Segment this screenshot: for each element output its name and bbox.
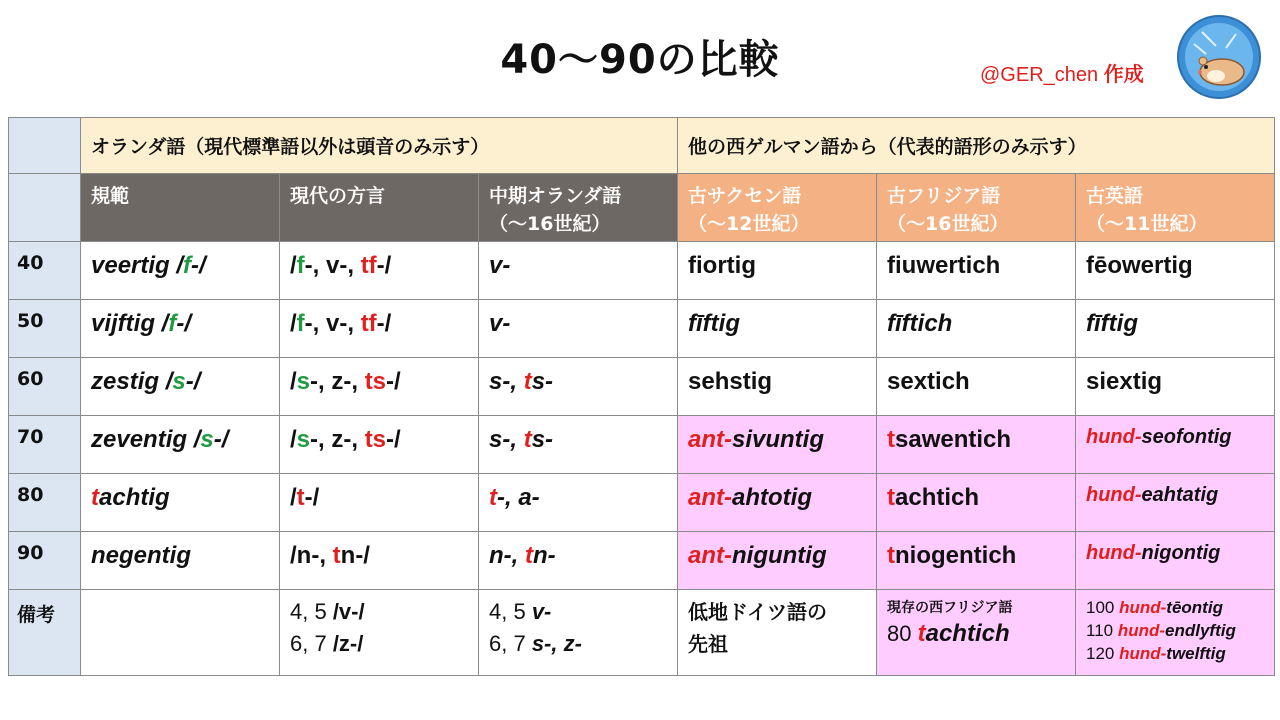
old-saxon-cell: sehstig xyxy=(678,358,877,416)
onset-green: f xyxy=(296,252,305,279)
column-header-row xyxy=(9,174,1275,242)
header-old-english-period: （～11世紀） xyxy=(1086,213,1208,235)
note-num: 110 xyxy=(1086,621,1118,640)
middle-dutch-cell xyxy=(479,416,678,474)
prefix-red: ant- xyxy=(688,426,732,453)
page-title: 40～90の比較 xyxy=(500,37,780,83)
tail: -/ xyxy=(376,252,392,279)
word: vijftig xyxy=(91,310,155,337)
slash: / xyxy=(290,484,297,511)
note-line xyxy=(1086,642,1264,665)
old-frisian-cell xyxy=(877,532,1076,590)
author-suffix: 作成 xyxy=(1103,62,1144,86)
comparison-table xyxy=(8,117,1275,676)
notes-old-saxon-cell xyxy=(678,590,877,676)
tail: -/ xyxy=(191,252,206,279)
standard-cell xyxy=(81,358,280,416)
onset-green: s xyxy=(296,426,311,453)
old-frisian-cell: fiuwertich xyxy=(877,242,1076,300)
tail: -/ xyxy=(304,484,320,511)
row-number: 80 xyxy=(9,474,81,532)
old-saxon-cell xyxy=(678,532,877,590)
slash: / xyxy=(161,310,169,337)
onset-red: ts xyxy=(364,368,387,395)
slash: / xyxy=(290,368,297,395)
mid-c: s- xyxy=(531,368,554,395)
onset-red: t xyxy=(523,426,532,453)
slash: / xyxy=(290,252,297,279)
old-english-cell: fīftig xyxy=(1076,300,1275,358)
group-header-row xyxy=(9,118,1275,174)
header-standard: 規範 xyxy=(81,174,280,242)
slash: / xyxy=(193,426,201,453)
middle-dutch-cell: v- xyxy=(479,242,678,300)
note-line: 低地ドイツ語の xyxy=(688,600,827,624)
tail: -/ xyxy=(386,426,401,453)
dialect-cell xyxy=(280,300,479,358)
row-number: 90 xyxy=(9,532,81,590)
old-frisian-cell xyxy=(877,416,1076,474)
onset-green: s xyxy=(172,368,186,395)
note-val: s-, z- xyxy=(531,631,582,656)
prefix-red: hund- xyxy=(1117,621,1166,640)
old-english-cell xyxy=(1076,416,1275,474)
dialect-cell xyxy=(280,474,479,532)
header-dialect: 現代の方言 xyxy=(280,174,479,242)
table-row xyxy=(9,358,1275,416)
stem: niogentich xyxy=(895,542,1017,569)
header-old-frisian-period: （～16世紀） xyxy=(887,213,1009,235)
standard-cell xyxy=(81,242,280,300)
header-middle-dutch-name: 中期オランダ語 xyxy=(489,185,622,207)
onset-red: t xyxy=(917,620,926,647)
note-line: 先祖 xyxy=(688,632,728,656)
note-num: 120 xyxy=(1086,644,1120,663)
stem: nigontig xyxy=(1141,542,1221,564)
header-middle-dutch-period: （～16世紀） xyxy=(489,213,611,235)
onset-red: t xyxy=(887,426,895,453)
prefix-red: hund- xyxy=(1119,644,1167,663)
tail: -/ xyxy=(185,368,201,395)
middle-dutch-cell xyxy=(479,474,678,532)
middle-dutch-cell xyxy=(479,532,678,590)
old-saxon-cell: fīftig xyxy=(678,300,877,358)
old-saxon-cell: fiortig xyxy=(678,242,877,300)
prefix-red: hund- xyxy=(1086,426,1142,448)
word: zestig xyxy=(91,368,160,395)
onset-green: f xyxy=(296,310,305,337)
row-number: 70 xyxy=(9,416,81,474)
header-old-saxon xyxy=(678,174,877,242)
slash: / xyxy=(290,310,297,337)
onset-red: tf xyxy=(360,310,377,337)
group-dutch: オランダ語（現代標準語以外は頭音のみ示す） xyxy=(81,118,678,174)
old-frisian-cell xyxy=(877,474,1076,532)
stem: ahtotig xyxy=(732,484,812,511)
note-line xyxy=(1086,619,1264,642)
note-line xyxy=(290,596,468,628)
stem: niguntig xyxy=(732,542,827,569)
header-old-frisian xyxy=(877,174,1076,242)
onset-green: s xyxy=(296,368,311,395)
onset-red: tf xyxy=(360,252,377,279)
header-old-english-name: 古英語 xyxy=(1086,185,1144,207)
mid: -, v-, xyxy=(304,252,361,279)
header-middle-dutch xyxy=(479,174,678,242)
tail: n-/ xyxy=(340,542,370,569)
notes-dialect-cell xyxy=(280,590,479,676)
header-old-saxon-name: 古サクセン語 xyxy=(688,185,802,207)
onset-red: t xyxy=(332,542,341,569)
mid-b: -, a- xyxy=(497,484,540,511)
old-english-cell xyxy=(1076,474,1275,532)
stem: tēontig xyxy=(1166,598,1223,617)
note-num: 6, 7 xyxy=(489,631,532,656)
stem: endlyftig xyxy=(1165,621,1236,640)
corner-cell-2 xyxy=(9,174,81,242)
mid: -, z-, xyxy=(310,426,365,453)
onset-green: s xyxy=(200,426,214,453)
word: zeventig xyxy=(91,426,188,453)
note-line xyxy=(1086,596,1264,619)
note-line xyxy=(290,628,468,660)
note-num: 80 xyxy=(887,621,918,646)
note-val: /v-/ xyxy=(332,599,365,624)
onset-green: f xyxy=(183,252,192,279)
standard-cell xyxy=(81,416,280,474)
dialect-cell xyxy=(280,242,479,300)
stem: achtich xyxy=(895,484,980,511)
table-row xyxy=(9,416,1275,474)
table-row xyxy=(9,532,1275,590)
mid-a: s-, xyxy=(489,368,524,395)
prefix-red: hund- xyxy=(1119,598,1167,617)
table-row xyxy=(9,474,1275,532)
onset-red: t xyxy=(525,542,533,569)
mid-c: s- xyxy=(531,426,554,453)
middle-dutch-cell: v- xyxy=(479,300,678,358)
note-num: 4, 5 xyxy=(290,599,333,624)
mid-c: n- xyxy=(533,542,556,569)
onset-green: f xyxy=(168,310,177,337)
header-old-english xyxy=(1076,174,1275,242)
note-line xyxy=(489,628,667,660)
standard-cell: negentig xyxy=(81,532,280,590)
slash: / xyxy=(290,426,297,453)
standard-cell xyxy=(81,474,280,532)
old-english-cell: fēowertig xyxy=(1076,242,1275,300)
corner-cell xyxy=(9,118,81,174)
note-line xyxy=(489,596,667,628)
mid-a: /n-, xyxy=(290,542,333,569)
dialect-cell xyxy=(280,532,479,590)
note-num: 6, 7 xyxy=(290,631,333,656)
note-num: 100 xyxy=(1086,598,1120,617)
mid: -, v-, xyxy=(304,310,361,337)
prefix-red: ant- xyxy=(688,542,732,569)
table-row xyxy=(9,242,1275,300)
row-number: 60 xyxy=(9,358,81,416)
stem: sawentich xyxy=(895,426,1012,453)
tail: -/ xyxy=(386,368,401,395)
row-number: 40 xyxy=(9,242,81,300)
hamster-avatar-icon xyxy=(1176,14,1262,100)
onset-red: t xyxy=(489,484,497,511)
group-other-west-germanic: 他の西ゲルマン語から（代表的語形のみ示す） xyxy=(678,118,1275,174)
mid-a: n-, xyxy=(489,542,525,569)
note-val: v- xyxy=(531,599,552,624)
header-old-frisian-name: 古フリジア語 xyxy=(887,185,1001,207)
onset-red: t xyxy=(523,368,532,395)
notes-middle-dutch-cell xyxy=(479,590,678,676)
old-saxon-cell xyxy=(678,474,877,532)
stem: achtig xyxy=(99,484,170,511)
mid-a: s-, xyxy=(489,426,524,453)
stem: twelftig xyxy=(1166,644,1226,663)
old-english-cell: siextig xyxy=(1076,358,1275,416)
note-num: 4, 5 xyxy=(489,599,532,624)
middle-dutch-cell xyxy=(479,358,678,416)
prefix-red: hund- xyxy=(1086,484,1142,506)
author-credit xyxy=(980,58,1144,87)
onset-red: t xyxy=(91,484,99,511)
stem: seofontig xyxy=(1141,426,1232,448)
old-english-cell xyxy=(1076,532,1275,590)
table-row xyxy=(9,300,1275,358)
author-handle: @GER_chen xyxy=(980,64,1099,86)
dialect-cell xyxy=(280,416,479,474)
old-saxon-cell xyxy=(678,416,877,474)
slash: / xyxy=(176,252,184,279)
note-title: 現存の西フリジア語 xyxy=(887,600,1013,616)
old-frisian-cell: fīftich xyxy=(877,300,1076,358)
note-line xyxy=(887,618,1065,650)
tail: -/ xyxy=(376,310,392,337)
old-frisian-cell: sextich xyxy=(877,358,1076,416)
onset-red: ts xyxy=(364,426,387,453)
notes-standard-cell xyxy=(81,590,280,676)
header-old-saxon-period: （～12世紀） xyxy=(688,213,810,235)
onset-red: t xyxy=(887,542,895,569)
prefix-red: hund- xyxy=(1086,542,1142,564)
word: veertig xyxy=(91,252,170,279)
onset-red: t xyxy=(887,484,895,511)
tail: -/ xyxy=(176,310,192,337)
stem: sivuntig xyxy=(732,426,825,453)
notes-row xyxy=(9,590,1275,676)
tail: -/ xyxy=(213,426,229,453)
stem: achtich xyxy=(925,620,1010,647)
stem: eahtatig xyxy=(1141,484,1219,506)
dialect-cell xyxy=(280,358,479,416)
row-number: 50 xyxy=(9,300,81,358)
mid: -, z-, xyxy=(310,368,365,395)
slash: / xyxy=(165,368,173,395)
notes-old-english-cell xyxy=(1076,590,1275,676)
notes-label: 備考 xyxy=(9,590,81,676)
notes-old-frisian-cell xyxy=(877,590,1076,676)
note-val: /z-/ xyxy=(332,631,364,656)
standard-cell xyxy=(81,300,280,358)
onset-red: t xyxy=(296,484,305,511)
prefix-red: ant- xyxy=(688,484,732,511)
